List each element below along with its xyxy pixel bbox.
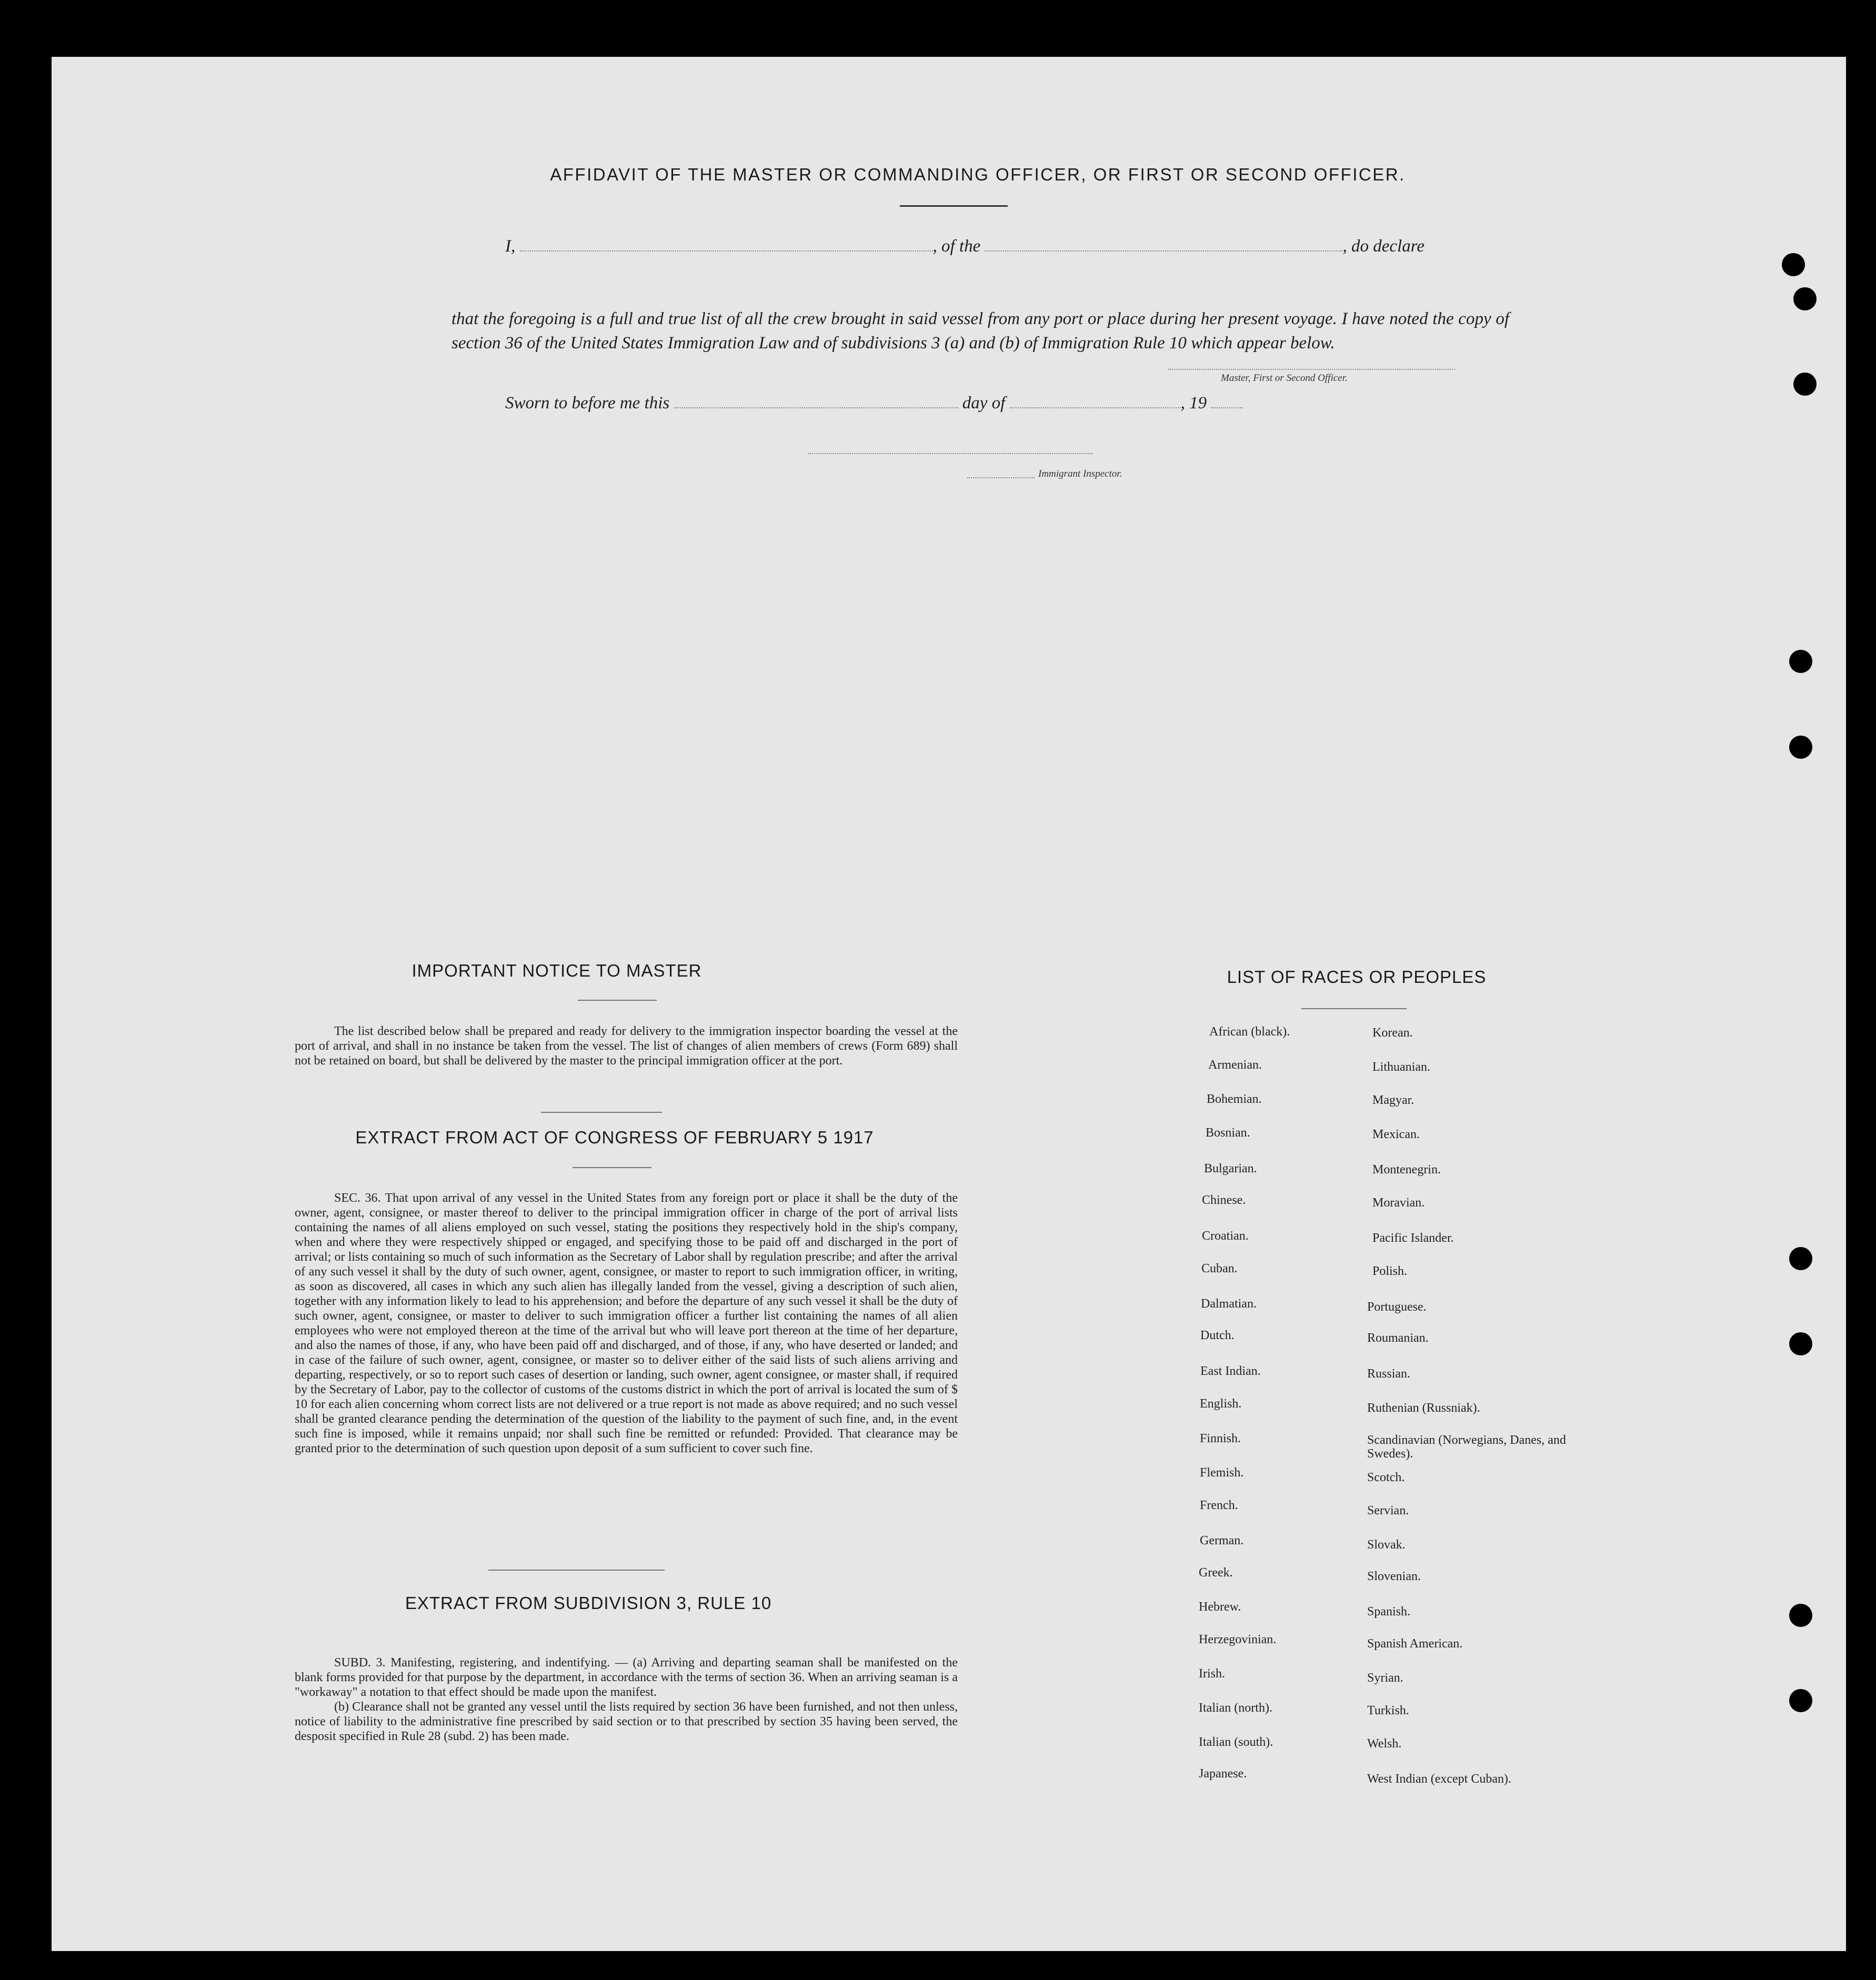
race-item: Spanish American.	[1367, 1637, 1463, 1651]
signature-field[interactable]	[1168, 368, 1455, 370]
declaration-first-line	[505, 237, 1424, 256]
race-item: Portuguese.	[1367, 1300, 1427, 1314]
section-rule	[488, 1570, 665, 1571]
race-item: Moravian.	[1372, 1196, 1425, 1210]
race-item: African (black).	[1209, 1025, 1290, 1039]
inspector-signature-field[interactable]	[808, 453, 1092, 454]
rule-para-a: SUBD. 3. Manifesting, registering, and indentifying. — (a) Arriving and departing seaman shall be manifested on the blank forms provided for that purpose by the department, in accordance with the terms of section 36. When an arriving seaman is a "workaway" a notation to that effect should be made upon the manifest.	[295, 1656, 958, 1699]
race-item: Dalmatian.	[1201, 1297, 1257, 1311]
rule-para-b: (b) Clearance shall not be granted any vessel until the lists required by section 36 have been furnished, and not then unless, notice of liability to the administrative fine prescribed by said section or to that prescribed by section 35 having been served, the desposit specified in Rule 28 (subd. 2) has been made.	[295, 1700, 958, 1743]
race-item: Herzegovinian.	[1199, 1633, 1277, 1646]
sworn-label: Sworn to before me this	[505, 394, 670, 413]
race-item: Korean.	[1372, 1026, 1413, 1040]
binder-hole	[1789, 1689, 1812, 1712]
sworn-line	[505, 394, 1242, 413]
binder-hole	[1789, 650, 1812, 673]
section-rule	[541, 1112, 662, 1113]
race-item: Spanish.	[1367, 1605, 1411, 1619]
act-extract-text: SEC. 36. That upon arrival of any vessel in the United States from any foreign port or place it shall be the duty of the owner, agent, consignee, or master thereof to deliver to the principal immigration officer in charge of the port of arrival lists containing the names of all aliens employed on such vessel, stating the positions they respectively hold in the ship's company, when and where they were respectively shipped or engaged, and specifying those to be paid off and discharged in the port of arrival; or lists containing so much of such information as the Secretary of Labor shall by regulation prescribe; and after the arrival of any such vessel it shall by the duty of such owner, agent, consignee, or master to report to such immigration officer, in writing, as soon as discovered, all cases in which any such alien has illegally landed from the vessel, giving a description of such alien, together with any information likely to lead to his apprehension; and before the departure of any such vessel it shall be the duty of such owner, agent, consignee, or master to deliver to such immigration officer a further list containing the names of all alien employees who were not employed thereon at the time of the arrival but who will leave port thereon at the time of her departure, and also the names of those, if any, who have been paid off and discharged, and of those, if any, who have deserted or landed; and in case of the failure of such owner, agent, consignee, or master so to deliver either of the said lists of such aliens arriving and departing, respectively, or so to report such cases of desertion or landing, such owner, agent consignee, or master shall, if required by the Secretary of Labor, pay to the collector of customs of the customs district in which the port of arrival is located the sum of $ 10 for each alien concerning whom correct lists are not delivered or a true report is not made as above required; and no such vessel shall be granted clearance pending the determination of the question of the liability to the payment of such fine, and, in the event such fine is imposed, while it remains unpaid; nor shall such fine be remitted or refunded: Provided. That clearance may be granted prior to the determination of such question upon deposit of a sum sufficient to cover such fine.	[295, 1191, 958, 1455]
race-item: West Indian (except Cuban).	[1367, 1772, 1511, 1786]
race-item: Magyar.	[1372, 1093, 1414, 1107]
sworn-month-field[interactable]	[1010, 407, 1181, 408]
race-item: Dutch.	[1200, 1329, 1235, 1342]
race-item: Scotch.	[1367, 1471, 1405, 1484]
binder-hole	[1793, 287, 1817, 310]
race-item: Chinese.	[1202, 1193, 1246, 1207]
title-rule	[900, 205, 1008, 207]
binder-hole	[1789, 1604, 1812, 1627]
notice-text: The list described below shall be prepared and ready for delivery to the immigration inspector boarding the vessel at the port of arrival, and shall in no instance be taken from the vessel. The list of changes of alien members of crews (Form 689) shall not be retained on board, but shall be delivered by the master to the principal immigration officer at the port.	[295, 1024, 958, 1068]
race-item: Pacific Islander.	[1372, 1231, 1454, 1245]
binder-hole	[1789, 736, 1812, 759]
races-rule	[1301, 1008, 1407, 1009]
races-title: LIST OF RACES OR PEOPLES	[1227, 967, 1487, 987]
race-item: Bosnian.	[1206, 1126, 1250, 1140]
race-item: Russian.	[1367, 1367, 1411, 1381]
race-item: Bulgarian.	[1204, 1162, 1257, 1175]
of-the-label: , of the	[932, 237, 981, 256]
race-item: Scandinavian (Norwegians, Danes, and Swedes).	[1367, 1433, 1566, 1461]
race-item: Bohemian.	[1207, 1092, 1262, 1106]
binder-hole	[1793, 373, 1817, 396]
rule-extract-text	[295, 1655, 958, 1744]
sworn-day-field[interactable]	[674, 407, 958, 408]
vessel-field[interactable]	[985, 250, 1342, 252]
race-item: Slovenian.	[1367, 1570, 1421, 1583]
race-item: Syrian.	[1367, 1671, 1403, 1685]
binder-hole	[1789, 1332, 1812, 1355]
rule-extract-title: EXTRACT FROM SUBDIVISION 3, RULE 10	[405, 1593, 772, 1613]
i-label: I,	[505, 237, 516, 256]
inspector-caption: Immigrant Inspector.	[1038, 468, 1122, 479]
notice-title: IMPORTANT NOTICE TO MASTER	[412, 961, 702, 980]
race-item: Cuban.	[1201, 1262, 1238, 1275]
race-item: Slovak.	[1367, 1538, 1406, 1552]
declaration-text: that the foregoing is a full and true list of all the crew brought in said vessel from any port or place during her present voyage. I have noted the copy of section 36 of the United States Immigration Law and of subdivisions 3 (a) and (b) of Immigration Rule 10 which appear below.	[452, 309, 1509, 353]
race-item: East Indian.	[1200, 1364, 1261, 1378]
race-item: Mexican.	[1372, 1128, 1420, 1141]
year-label: , 19	[1180, 394, 1207, 413]
race-item: German.	[1200, 1534, 1244, 1547]
binder-hole	[1782, 253, 1805, 276]
race-item: Hebrew.	[1199, 1600, 1241, 1614]
act-extract-title: EXTRACT FROM ACT OF CONGRESS OF FEBRUARY 5 1917	[355, 1128, 874, 1147]
binder-hole	[1789, 1247, 1812, 1270]
race-item: Montenegrin.	[1372, 1163, 1441, 1177]
race-item: Greek.	[1199, 1566, 1233, 1580]
name-field[interactable]	[520, 250, 933, 252]
race-item: Croatian.	[1202, 1229, 1249, 1243]
race-item: Welsh.	[1367, 1737, 1402, 1751]
race-item: Japanese.	[1199, 1767, 1247, 1781]
race-item: Lithuanian.	[1372, 1060, 1430, 1074]
affidavit-title: AFFIDAVIT OF THE MASTER OR COMMANDING OFFICER, OR FIRST OR SECOND OFFICER.	[550, 165, 1406, 184]
race-item: Polish.	[1372, 1264, 1408, 1278]
race-item: Roumanian.	[1367, 1331, 1429, 1345]
sworn-year-field[interactable]	[1211, 407, 1242, 408]
race-item: Finnish.	[1200, 1432, 1241, 1445]
race-item: Turkish.	[1367, 1704, 1409, 1717]
race-item: Armenian.	[1208, 1058, 1262, 1072]
race-item: French.	[1200, 1499, 1238, 1512]
section-rule	[573, 1167, 651, 1168]
race-item: Ruthenian (Russniak).	[1367, 1401, 1480, 1415]
do-declare-label: , do declare	[1342, 237, 1424, 256]
form-page	[52, 57, 1846, 1951]
race-item: English.	[1200, 1397, 1242, 1411]
inspector-caption-leader	[967, 477, 1035, 478]
race-item: Flemish.	[1200, 1466, 1244, 1480]
race-item: Servian.	[1367, 1504, 1409, 1517]
signature-caption: Master, First or Second Officer.	[1221, 373, 1348, 384]
race-item: Italian (south).	[1199, 1735, 1273, 1749]
race-item: Italian (north).	[1199, 1701, 1272, 1715]
notice-rule	[578, 1000, 657, 1001]
day-of-label: day of	[962, 394, 1006, 413]
race-item: Irish.	[1199, 1667, 1225, 1681]
